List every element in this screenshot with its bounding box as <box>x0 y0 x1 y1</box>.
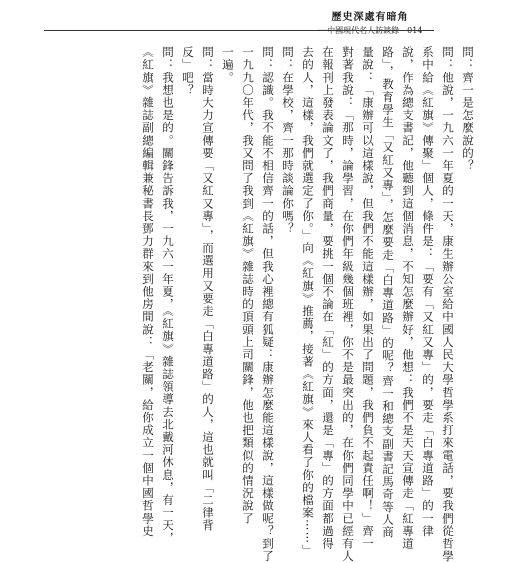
header-divider <box>44 30 434 31</box>
text-column: 問：在學校，齊一那時談論你嗎？ <box>281 46 295 235</box>
text-column: 問：齊一是怎麼說的？ <box>461 46 475 172</box>
text-column: 反」吧？ <box>181 46 195 97</box>
text-column: 問：他說，一九六一年夏的一天，康生辦公室給中國人民大學哲學系打來電話，要我們從哲學 <box>441 46 455 563</box>
text-column: 路」，教育學生「又紅又專」，怎麼要走「白專道路」的呢？齊一和總支副書記馬奇等人商 <box>381 46 395 539</box>
book-title: 歷史深處有暗角 <box>331 12 409 23</box>
text-column: 對著我說：「那時，論學習，在你們年級幾個班裡，你不是最突出的，在你們同學中已經有人 <box>341 46 355 563</box>
text-column: 一遍。 <box>221 46 235 84</box>
text-column: 量說：「康辦可以這樣說，但我們不能這樣辦，如果出了問題，我們負不起責任啊！」齊一 <box>361 46 375 550</box>
text-column: 去的人，這樣，我們就選定了你。」向《紅旗》推薦，接著《紅旗》來人看了你的檔案⋯⋯」 <box>301 46 315 557</box>
vertical-body-text <box>38 46 478 563</box>
text-column: 在報刊上發表論文了，我們商量，要挑一個不論在「紅」的方面，還是「專」的方面都過得 <box>321 46 335 550</box>
text-column: 系中給《紅旗》傳聚」個人，條件是：「要有「又紅又專」的，要走「白專道路」的一律 <box>421 46 435 538</box>
text-column: 一九九〇年代，我又問了我到《紅旗》雜誌時的頂頭上司關鋒，他也把類似的情況說了 <box>241 46 255 525</box>
running-header <box>300 12 440 36</box>
text-column: 說，作為總支書記，他聽到這個消息，不知怎麼辦好，他想：我們不是天天宣傳走「紅專道 <box>401 46 415 550</box>
text-column: 《紅旗》雜誌副總編輯兼秘書長鄧力群來到他房間說：「老關，給你成立一個中國哲學史 <box>141 46 155 538</box>
book-subtitle-page-number <box>300 26 440 36</box>
text-column: 問：當時大力宣傳要「又紅又專」，而選用又要走「白專道路」的人，這也就叫「二律背 <box>201 46 215 532</box>
text-column: 問：我想也是的。關鋒告訴我，一九六一年夏，《紅旗》雜誌領導去北戴河休息，有一天， <box>161 46 175 545</box>
text-column: 問：認識。我不能不相信齊一的話，但我心裡總有狐疑：康辦怎麼能這樣說，這樣做呢？到了 <box>261 46 275 563</box>
